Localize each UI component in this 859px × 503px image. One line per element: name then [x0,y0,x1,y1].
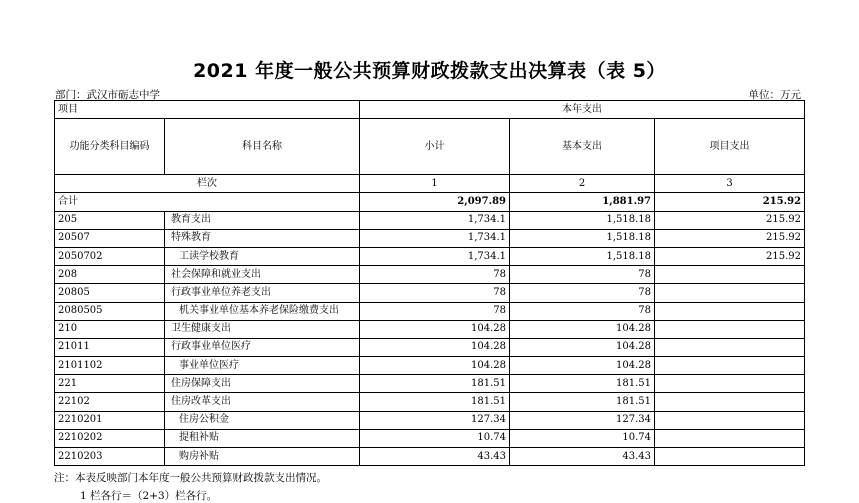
row-name: 行政事业单位医疗 [165,338,360,356]
row-code: 22102 [55,393,165,411]
budget-table [54,100,805,466]
header-project: 项目支出 [655,119,805,175]
row-subtotal: 10.74 [360,429,510,447]
header-row-2 [55,119,805,175]
table-row [55,302,805,320]
row-subtotal: 181.51 [360,375,510,393]
row-name: 教育支出 [165,211,360,229]
row-project [655,338,805,356]
row-code: 210 [55,320,165,338]
row-subtotal: 104.28 [360,357,510,375]
row-basic: 1,518.18 [510,247,655,265]
table-row [55,429,805,447]
row-basic: 78 [510,266,655,284]
row-name: 购房补贴 [165,448,360,466]
row-name: 住房保障支出 [165,375,360,393]
row-name: 住房公积金 [165,411,360,429]
total-basic: 1,881.97 [510,193,655,211]
row-subtotal: 78 [360,284,510,302]
row-name: 工读学校教育 [165,247,360,265]
row-basic: 104.28 [510,357,655,375]
row-basic: 181.51 [510,393,655,411]
table-row [55,338,805,356]
row-project [655,448,805,466]
header-item: 项目 [55,101,360,119]
row-subtotal: 1,734.1 [360,247,510,265]
row-subtotal: 127.34 [360,411,510,429]
row-code: 205 [55,211,165,229]
total-project: 215.92 [655,193,805,211]
row-subtotal: 104.28 [360,320,510,338]
row-code: 2080505 [55,302,165,320]
row-name: 行政事业单位养老支出 [165,284,360,302]
column-number-2: 2 [510,175,655,193]
row-code: 2050702 [55,247,165,265]
row-name: 提租补贴 [165,429,360,447]
row-name: 卫生健康支出 [165,320,360,338]
row-basic: 1,518.18 [510,211,655,229]
row-code: 20507 [55,229,165,247]
row-subtotal: 181.51 [360,393,510,411]
column-number-3: 3 [655,175,805,193]
table-row [55,357,805,375]
column-order-row [55,175,805,193]
row-code: 20805 [55,284,165,302]
column-order-label: 栏次 [55,175,360,193]
row-code: 208 [55,266,165,284]
row-project [655,393,805,411]
row-subtotal: 43.43 [360,448,510,466]
row-basic: 1,518.18 [510,229,655,247]
table-row [55,266,805,284]
row-name: 事业单位医疗 [165,357,360,375]
row-project [655,284,805,302]
row-project [655,357,805,375]
row-code: 21011 [55,338,165,356]
row-basic: 104.28 [510,338,655,356]
header-subtotal: 小计 [360,119,510,175]
row-project [655,320,805,338]
header-name: 科目名称 [165,119,360,175]
table-row [55,393,805,411]
row-code: 2210201 [55,411,165,429]
table-row [55,284,805,302]
row-project [655,375,805,393]
row-basic: 181.51 [510,375,655,393]
total-label: 合计 [55,193,360,211]
row-basic: 104.28 [510,320,655,338]
header-current-year: 本年支出 [360,101,805,119]
row-project: 215.92 [655,229,805,247]
row-name: 机关事业单位基本养老保险缴费支出 [165,302,360,320]
row-project: 215.92 [655,211,805,229]
header-row-1 [55,101,805,119]
column-number-1: 1 [360,175,510,193]
header-basic: 基本支出 [510,119,655,175]
row-subtotal: 104.28 [360,338,510,356]
footnote-1: 注：本表反映部门本年度一般公共预算财政拨款支出情况。 [54,472,327,484]
total-subtotal: 2,097.89 [360,193,510,211]
row-code: 2210203 [55,448,165,466]
row-basic: 127.34 [510,411,655,429]
department-label: 部门：武汉市砺志中学 [55,89,160,101]
unit-label: 单位：万元 [748,89,801,101]
table-row [55,247,805,265]
header-code: 功能分类科目编码 [55,119,165,175]
row-subtotal: 1,734.1 [360,211,510,229]
page-title: 2021 年度一般公共预算财政拨款支出决算表（表 5） [193,60,666,82]
row-project [655,302,805,320]
row-basic: 78 [510,302,655,320]
row-project [655,411,805,429]
row-subtotal: 1,734.1 [360,229,510,247]
row-name: 社会保障和就业支出 [165,266,360,284]
table-row [55,375,805,393]
table-row [55,411,805,429]
row-name: 特殊教育 [165,229,360,247]
row-basic: 10.74 [510,429,655,447]
row-basic: 78 [510,284,655,302]
row-subtotal: 78 [360,266,510,284]
row-basic: 43.43 [510,448,655,466]
row-project: 215.92 [655,247,805,265]
total-row [55,193,805,211]
table-row [55,229,805,247]
row-code: 221 [55,375,165,393]
row-subtotal: 78 [360,302,510,320]
row-code: 2101102 [55,357,165,375]
table-row [55,448,805,466]
table-row [55,211,805,229]
table-row [55,320,805,338]
row-project [655,429,805,447]
row-name: 住房改革支出 [165,393,360,411]
footnote-2: 1 栏各行＝（2+3）栏各行。 [80,490,218,502]
row-code: 2210202 [55,429,165,447]
row-project [655,266,805,284]
